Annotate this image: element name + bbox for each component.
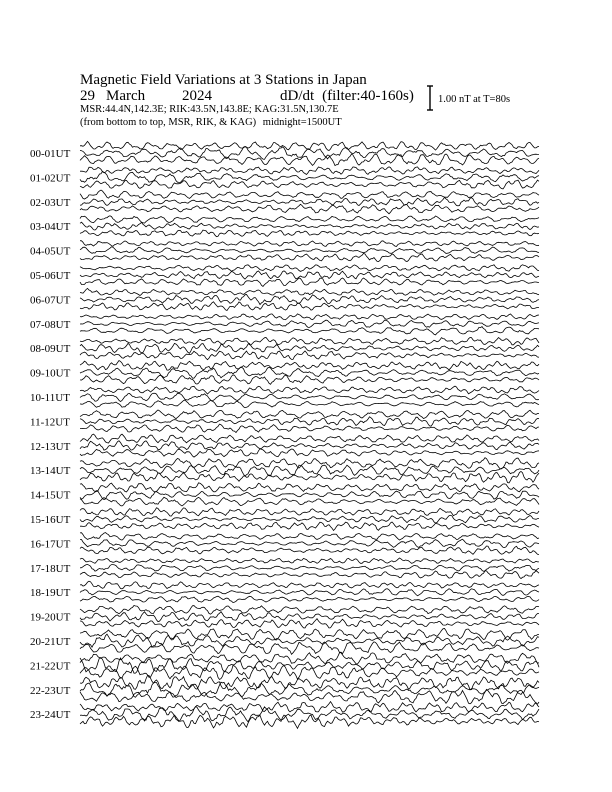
row-label: 10-11UT [30,392,70,404]
order-note-text: (from bottom to top, MSR, RIK, & KAG) [80,117,257,128]
row-label: 01-02UT [30,172,71,185]
trace-msr-22-23ut [80,689,539,704]
row-label: 04-05UT [30,245,71,258]
trace-rik-18-19ut [80,589,539,596]
row-label: 20-21UT [30,636,71,648]
row-label: 23-24UT [30,709,71,722]
trace-rik-15-16ut [80,515,539,523]
trace-rik-19-20ut [80,612,539,622]
date-year: 2024 [182,88,212,104]
trace-msr-19-20ut [80,619,539,628]
trace-kag-15-16ut [80,508,539,516]
filter-label: (filter:40-160s) [322,88,414,104]
date-month: March [106,88,146,104]
midnight-note: midnight=1500UT [262,117,342,128]
trace-kag-00-01ut [80,141,539,150]
row-label: 02-03UT [30,196,71,209]
trace-rik-02-03ut [80,197,539,205]
trace-msr-14-15ut [80,497,539,506]
row-label: 17-18UT [30,562,71,575]
trace-kag-07-08ut [80,314,539,320]
trace-msr-04-05ut [80,254,539,262]
trace-msr-08-09ut [80,351,539,360]
trace-rik-14-15ut [80,491,539,500]
trace-rik-21-22ut [80,658,539,674]
trace-rik-04-05ut [80,247,539,254]
trace-msr-18-19ut [80,596,539,602]
trace-msr-00-01ut [80,154,539,166]
trace-rik-17-18ut [80,564,539,571]
row-label: 16-17UT [30,538,71,551]
trace-rik-07-08ut [80,320,539,327]
trace-msr-21-22ut [80,665,539,679]
row-label: 22-23UT [30,684,71,697]
row-label: 08-09UT [30,343,71,356]
trace-kag-23-24ut [80,702,539,713]
row-label: 11-12UT [30,416,70,429]
trace-kag-08-09ut [80,338,539,345]
trace-rik-09-10ut [80,367,539,378]
trace-msr-02-03ut [80,204,539,214]
trace-rik-00-01ut [80,147,539,159]
trace-rik-03-04ut [80,222,539,230]
trace-rik-08-09ut [80,343,539,353]
row-label: 07-08UT [30,318,71,331]
trace-msr-17-18ut [80,571,539,579]
trace-kag-16-17ut [80,533,539,541]
trace-kag-17-18ut [80,558,539,563]
trace-kag-11-12ut [80,410,539,419]
trace-kag-09-10ut [80,361,539,371]
trace-rik-06-07ut [80,295,539,305]
trace-rik-05-06ut [80,271,539,279]
row-label: 05-06UT [30,270,71,282]
row-label: 12-13UT [30,440,71,453]
trace-kag-14-15ut [80,483,539,492]
trace-rik-01-02ut [80,171,539,182]
trace-rik-10-11ut [80,393,539,401]
trace-kag-10-11ut [80,386,539,394]
trace-kag-06-07ut [80,288,539,295]
date-day: 29 [80,88,95,104]
row-label: 19-20UT [30,611,71,624]
scale-bar [427,86,433,110]
row-label: 09-10UT [30,367,71,380]
row-label: 00-01UT [30,148,71,160]
trace-msr-12-13ut [80,449,539,457]
trace-msr-23-24ut [80,715,539,728]
traces [80,141,539,728]
trace-msr-03-04ut [80,230,539,237]
trace-kag-04-05ut [80,241,539,247]
trace-msr-06-07ut [80,302,539,311]
stations-info: MSR:44.4N,142.3E; RIK:43.5N,143.8E; KAG:31.5N,130.7E [80,104,339,115]
trace-kag-05-06ut [80,265,539,272]
trace-kag-02-03ut [80,190,539,199]
row-label: 03-04UT [30,221,71,234]
trace-msr-07-08ut [80,327,539,335]
trace-rik-11-12ut [80,417,539,426]
trace-msr-13-14ut [80,472,539,483]
trace-kag-19-20ut [80,606,539,615]
chart-title: Magnetic Field Variations at 3 Stations in Japan [80,72,367,88]
row-label: 18-19UT [30,587,71,600]
trace-msr-15-16ut [80,522,539,531]
trace-kag-12-13ut [80,434,539,443]
trace-kag-03-04ut [80,216,539,223]
trace-rik-12-13ut [80,441,539,450]
row-label: 15-16UT [30,514,71,526]
row-label: 14-15UT [30,489,71,502]
trace-msr-09-10ut [80,375,539,384]
scale-label: 1.00 nT at T=80s [438,94,511,105]
row-label: 13-14UT [30,465,71,478]
row-labels [30,148,71,721]
trace-kag-01-02ut [80,167,539,175]
trace-msr-10-11ut [80,400,539,408]
trace-rik-16-17ut [80,539,539,547]
trace-kag-18-19ut [80,581,539,589]
quantity-label: dD/dt [280,88,315,104]
trace-msr-05-06ut [80,278,539,286]
row-label: 06-07UT [30,294,71,307]
trace-kag-13-14ut [80,458,539,469]
row-label: 21-22UT [30,660,71,673]
trace-msr-16-17ut [80,546,539,555]
